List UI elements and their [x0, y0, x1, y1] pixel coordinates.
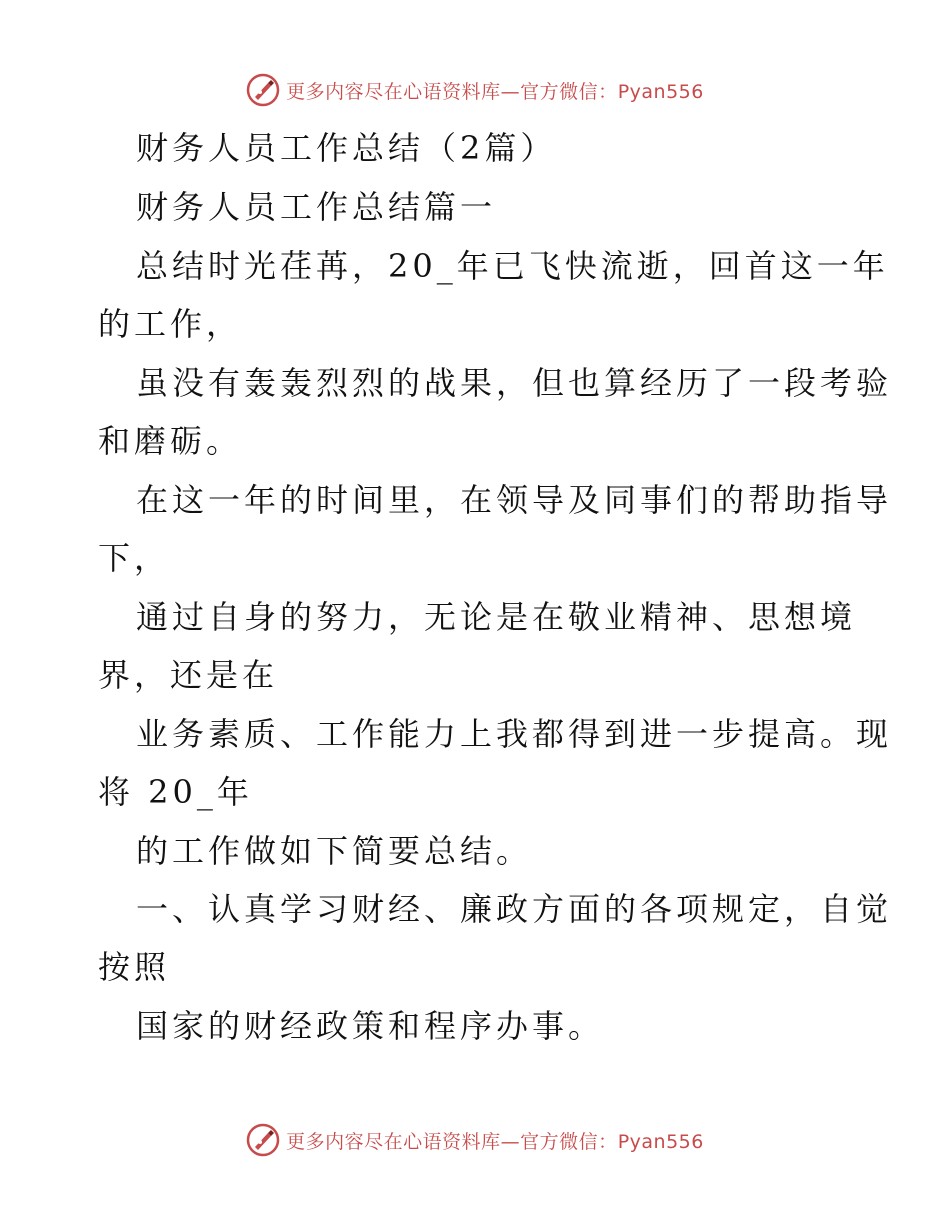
watermark-separator: —: [500, 1130, 521, 1153]
paragraph-line: 通过自身的努力，无论是在敬业精神、思想境: [136, 598, 857, 636]
paragraph-line: 的工作，: [98, 305, 243, 343]
pen-seal-icon: [246, 1123, 280, 1157]
paragraph-line: 和磨砺。: [98, 422, 243, 460]
watermark-site-text: 更多内容尽在心语资料库: [286, 80, 501, 103]
footer-watermark: [0, 1120, 950, 1160]
paragraph-line: 界，还是在: [98, 656, 279, 694]
pen-seal-icon: [246, 73, 280, 107]
watermark-wechat-id: Pyan556: [617, 1130, 704, 1153]
header-watermark: [0, 70, 950, 110]
watermark-wechat-label: 官方微信：: [520, 80, 618, 103]
paragraph-line: 将 20_年: [98, 773, 253, 811]
paragraph-line: 业务素质、工作能力上我都得到进一步提高。现: [136, 715, 893, 753]
paragraph-line: 总结时光荏苒，20_年已飞快流逝，回首这一年: [136, 247, 889, 285]
section-heading: 财务人员工作总结篇一: [136, 188, 497, 226]
paragraph-line: 虽没有轰轰烈烈的战果，但也算经历了一段考验: [136, 364, 893, 402]
paragraph-line: 国家的财经政策和程序办事。: [136, 1007, 605, 1045]
paragraph-line: 下，: [98, 539, 171, 577]
paragraph-line: 在这一年的时间里，在领导及同事们的帮助指导: [136, 481, 893, 519]
watermark-wechat-label: 官方微信：: [520, 1130, 618, 1153]
watermark-wechat-id: Pyan556: [617, 80, 704, 103]
paragraph-line: 一、认真学习财经、廉政方面的各项规定，自觉: [136, 890, 893, 928]
paragraph-line: 的工作做如下简要总结。: [136, 832, 533, 870]
document-title: 财务人员工作总结（2篇）: [136, 129, 557, 167]
watermark-separator: —: [500, 80, 521, 103]
watermark-site-text: 更多内容尽在心语资料库: [286, 1130, 501, 1153]
paragraph-line: 按照: [98, 948, 171, 986]
